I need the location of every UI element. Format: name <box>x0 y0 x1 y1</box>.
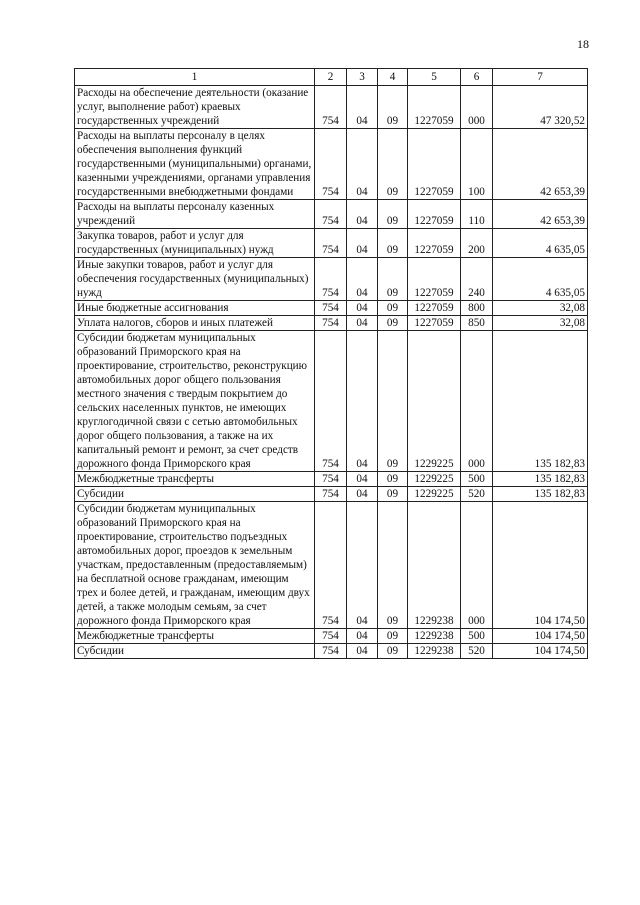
column-header: 2 <box>315 69 347 86</box>
row-amount: 104 174,50 <box>493 629 588 644</box>
table-row <box>75 472 588 487</box>
row-code: 754 <box>315 331 347 472</box>
page-number: 18 <box>577 37 589 51</box>
row-code: 1229225 <box>408 472 461 487</box>
column-header: 1 <box>75 69 315 86</box>
table-row <box>75 200 588 229</box>
table-row <box>75 331 588 472</box>
row-code: 04 <box>347 487 378 502</box>
row-name: Межбюджетные трансферты <box>75 629 315 644</box>
row-amount: 42 653,39 <box>493 200 588 229</box>
row-amount: 32,08 <box>493 316 588 331</box>
row-code: 754 <box>315 487 347 502</box>
row-name: Иные бюджетные ассигнования <box>75 301 315 316</box>
row-code: 520 <box>461 487 493 502</box>
row-name: Субсидии бюджетам муниципальных образований Приморского края на проектирование, строительство, реконструкцию автомобильных дорог общего пользования местного значения с твердым покрытием до сельских населенных пунктов, не имеющих круглогодичной связи с сетью автомобильных дорог общего пользования, а также на их капитальный ремонт и ремонт, за счет средств дорожного фонда Приморского края <box>75 331 315 472</box>
row-amount: 104 174,50 <box>493 644 588 659</box>
table-row <box>75 502 588 629</box>
row-code: 1229238 <box>408 644 461 659</box>
row-amount: 42 653,39 <box>493 129 588 200</box>
row-name: Расходы на выплаты персоналу казенных учреждений <box>75 200 315 229</box>
row-amount: 4 635,05 <box>493 229 588 258</box>
row-amount: 47 320,52 <box>493 86 588 129</box>
row-amount: 4 635,05 <box>493 258 588 301</box>
column-header: 7 <box>493 69 588 86</box>
row-code: 200 <box>461 229 493 258</box>
row-code: 04 <box>347 301 378 316</box>
column-header: 5 <box>408 69 461 86</box>
table-row <box>75 316 588 331</box>
row-code: 1227059 <box>408 86 461 129</box>
table-row <box>75 258 588 301</box>
column-header: 6 <box>461 69 493 86</box>
row-code: 09 <box>378 331 408 472</box>
row-code: 09 <box>378 644 408 659</box>
row-code: 1229238 <box>408 629 461 644</box>
row-code: 04 <box>347 258 378 301</box>
row-code: 09 <box>378 472 408 487</box>
row-code: 000 <box>461 331 493 472</box>
row-amount: 135 182,83 <box>493 331 588 472</box>
table-row <box>75 229 588 258</box>
row-code: 754 <box>315 472 347 487</box>
row-code: 754 <box>315 200 347 229</box>
row-code: 800 <box>461 301 493 316</box>
table-header-row <box>75 69 588 86</box>
row-code: 04 <box>347 316 378 331</box>
table-row <box>75 629 588 644</box>
row-name: Иные закупки товаров, работ и услуг для обеспечения государственных (муниципальных) нужд <box>75 258 315 301</box>
row-code: 000 <box>461 502 493 629</box>
row-code: 754 <box>315 229 347 258</box>
row-code: 04 <box>347 502 378 629</box>
row-amount: 104 174,50 <box>493 502 588 629</box>
row-code: 09 <box>378 316 408 331</box>
row-code: 754 <box>315 301 347 316</box>
row-code: 1227059 <box>408 229 461 258</box>
row-code: 754 <box>315 644 347 659</box>
row-code: 09 <box>378 129 408 200</box>
row-code: 850 <box>461 316 493 331</box>
row-code: 09 <box>378 502 408 629</box>
row-code: 09 <box>378 200 408 229</box>
row-code: 754 <box>315 129 347 200</box>
row-code: 1229225 <box>408 331 461 472</box>
row-name: Расходы на выплаты персоналу в целях обеспечения выполнения функций государственными (муниципальными) органами, казенными учреждениями, органами управления государственными внебюджетными фондами <box>75 129 315 200</box>
row-code: 100 <box>461 129 493 200</box>
row-code: 000 <box>461 86 493 129</box>
row-code: 1227059 <box>408 316 461 331</box>
row-code: 09 <box>378 301 408 316</box>
row-name: Субсидии <box>75 487 315 502</box>
row-code: 04 <box>347 331 378 472</box>
row-amount: 135 182,83 <box>493 472 588 487</box>
row-code: 04 <box>347 629 378 644</box>
table-row <box>75 129 588 200</box>
row-code: 754 <box>315 316 347 331</box>
table-row <box>75 487 588 502</box>
row-code: 04 <box>347 129 378 200</box>
row-code: 09 <box>378 258 408 301</box>
row-code: 754 <box>315 86 347 129</box>
row-code: 754 <box>315 258 347 301</box>
row-name: Межбюджетные трансферты <box>75 472 315 487</box>
row-amount: 32,08 <box>493 301 588 316</box>
row-code: 1227059 <box>408 301 461 316</box>
row-code: 110 <box>461 200 493 229</box>
row-code: 04 <box>347 472 378 487</box>
row-code: 1227059 <box>408 258 461 301</box>
row-code: 754 <box>315 629 347 644</box>
row-code: 1229225 <box>408 487 461 502</box>
row-name: Закупка товаров, работ и услуг для государственных (муниципальных) нужд <box>75 229 315 258</box>
row-name: Уплата налогов, сборов и иных платежей <box>75 316 315 331</box>
row-code: 04 <box>347 200 378 229</box>
table-row <box>75 86 588 129</box>
row-code: 520 <box>461 644 493 659</box>
budget-table <box>74 68 588 659</box>
row-name: Расходы на обеспечение деятельности (оказание услуг, выполнение работ) краевых государственных учреждений <box>75 86 315 129</box>
row-code: 09 <box>378 629 408 644</box>
row-code: 04 <box>347 86 378 129</box>
row-amount: 135 182,83 <box>493 487 588 502</box>
column-header: 4 <box>378 69 408 86</box>
row-code: 240 <box>461 258 493 301</box>
table-row <box>75 301 588 316</box>
row-code: 1227059 <box>408 129 461 200</box>
row-code: 04 <box>347 229 378 258</box>
row-code: 1229238 <box>408 502 461 629</box>
row-code: 500 <box>461 629 493 644</box>
table-row <box>75 644 588 659</box>
row-code: 09 <box>378 86 408 129</box>
row-name: Субсидии <box>75 644 315 659</box>
column-header: 3 <box>347 69 378 86</box>
row-code: 754 <box>315 502 347 629</box>
row-code: 04 <box>347 644 378 659</box>
row-name: Субсидии бюджетам муниципальных образований Приморского края на проектирование, строительство подъездных автомобильных дорог, проездов к земельным участкам, предоставленным (предоставляемым) на бесплатной основе гражданам, имеющим трех и более детей, и гражданам, имеющим двух детей, а также молодым семьям, за счет дорожного фонда Приморского края <box>75 502 315 629</box>
row-code: 1227059 <box>408 200 461 229</box>
row-code: 09 <box>378 229 408 258</box>
row-code: 500 <box>461 472 493 487</box>
row-code: 09 <box>378 487 408 502</box>
